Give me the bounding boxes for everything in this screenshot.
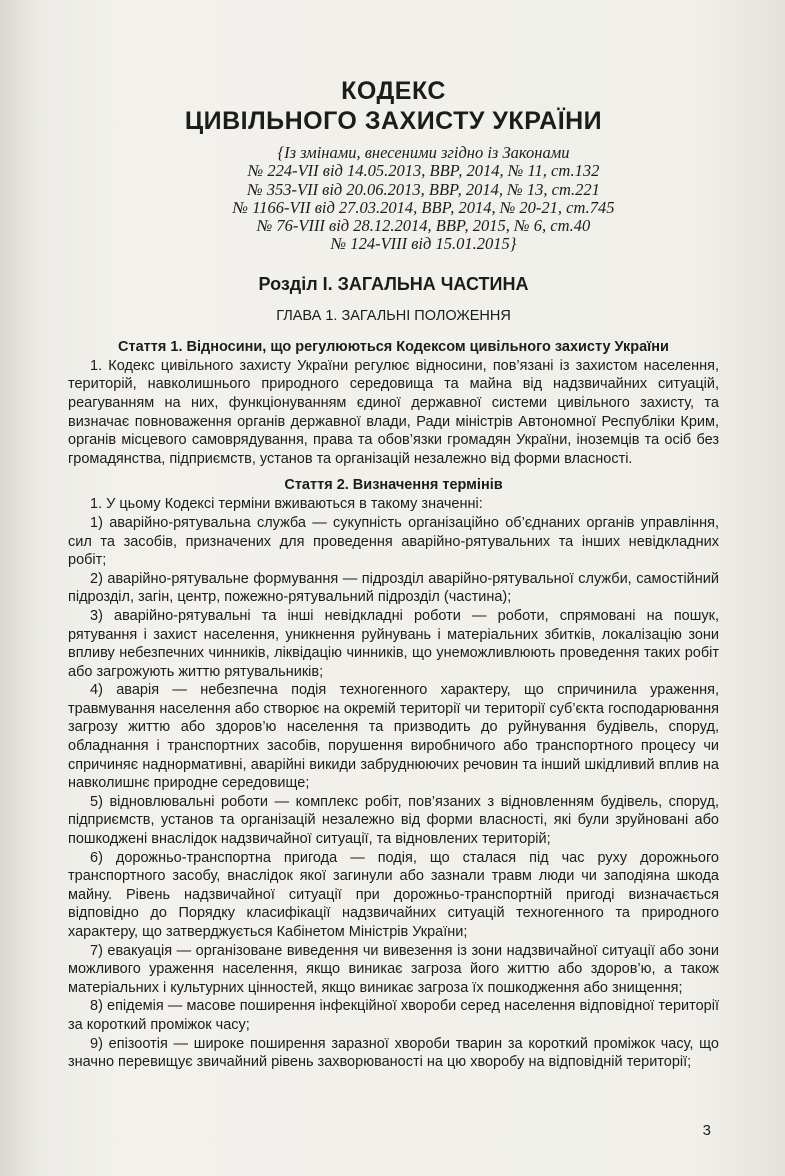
- article-2-paragraph: 1. У цьому Кодексі терміни вживаються в такому значенні:: [90, 496, 483, 513]
- term-definition: 6) дорожньо-транспортна пригода — подія, що сталася під час руху дорожнього транспортного засобу, внаслідок якої загинули або зазнали травм люди чи заподіяна шкода майну. Рівень надзвичайної ситуації при дорожньо-транспортній пригоді визначається відповідно до Порядку класифікації надзвичайних ситуацій техногенного та природного характеру, що затверджується Кабінетом Міністрів України;: [68, 849, 719, 940]
- amendment-line: {Із змінами, внесеними згідно із Законами: [277, 143, 570, 162]
- chapter-title: ГЛАВА 1. ЗАГАЛЬНІ ПОЛОЖЕННЯ: [276, 307, 511, 324]
- page-content: [68, 76, 719, 1072]
- amendment-line: № 1166-VII від 27.03.2014, ВВР, 2014, № 20-21, ст.745: [232, 197, 615, 217]
- amendment-line: № 224-VII від 14.05.2013, ВВР, 2014, № 11, ст.132: [247, 161, 600, 181]
- term-definition: 8) епідемія — масове поширення інфекційної хвороби серед населення відповідної території за короткий проміжок часу;: [68, 998, 719, 1033]
- term-definition: 1) аварійно-рятувальна служба — сукупність організаційно об’єднаних органів управління, сил та засобів, призначених для проведення аварійно-рятувальних та інших невідкладних робіт;: [68, 514, 719, 569]
- article-2-heading: Стаття 2. Визначення термінів: [284, 477, 503, 494]
- title-line-2: ЦИВІЛЬНОГО ЗАХИСТУ УКРАЇНИ: [184, 107, 603, 135]
- term-definition: 3) аварійно-рятувальні та інші невідкладні роботи — роботи, спрямовані на пошук, рятування і захист населення, уникнення руйнувань і матеріальних збитків, локалізацію зони впливу небезпечних чинників, ліквідацію чинників, що унеможливлюють проведення таких робіт або загрожують життю рятувальників;: [68, 607, 719, 680]
- article-1-heading: Стаття 1. Відносини, що регулюються Кодексом цивільного захисту України: [118, 338, 669, 355]
- amendment-line: № 76-VIII від 28.12.2014, ВВР, 2015, № 6, ст.40: [256, 216, 591, 236]
- page-number: 3: [702, 1122, 711, 1139]
- term-definition: 9) епізоотія — широке поширення заразної хвороби тварин за короткий проміжок часу, що значно перевищує звичайний рівень захворюваності на цю хворобу на відповідній території;: [68, 1035, 719, 1071]
- term-definition: 5) відновлювальні роботи — комплекс робіт, пов’язаних з відновленням будівель, споруд, підприємств, установ та організацій незалежно від форми власності, які були зруйновані або пошкоджені внаслідок надзвичайної ситуації, та відновлених територій;: [68, 793, 719, 848]
- term-definition: 4) аварія — небезпечна подія техногенного характеру, що спричинила ураження, травмування населення або створює на окремій території чи території суб’єкта господарювання загрозу життю або здоров’ю населення та призводить до руйнування будівель, споруд, обладнання і транспортних засобів, порушення виробничого або транспортного процесу чи спричиняє наднормативні, аварійні викиди забруднюючих речовин та інший шкідливий вплив на навколишнє природне середовище;: [68, 682, 719, 792]
- amendment-line: № 353-VII від 20.06.2013, ВВР, 2014, № 13, ст.221: [247, 179, 600, 199]
- title-line-1: КОДЕКС: [341, 77, 446, 105]
- term-definition: 2) аварійно-рятувальне формування — підрозділ аварійно-рятувальної служби, самостійний підрозділ, загін, центр, пожежно-рятувальний підрозділ (частина);: [68, 570, 719, 606]
- term-definition: 7) евакуація — організоване виведення чи вивезення із зони надзвичайної ситуації або зони можливого ураження населення, якщо виникає загроза його життю або здоров’ю, а також матеріальних і культурних цінностей, якщо виникає загроза їх пошкодження або знищення;: [68, 942, 719, 996]
- amendments-note: [68, 144, 719, 254]
- section-title: Розділ І. ЗАГАЛЬНА ЧАСТИНА: [258, 273, 529, 294]
- code-title: [68, 76, 719, 136]
- article-1-paragraph: 1. Кодекс цивільного захисту України регулює відносини, пов’язані із захистом населення, територій, навколишнього природного середовища та майна від надзвичайних ситуацій, реагуванням на них, функціонуванням єдиної державної системи цивільного захисту, та визначає повноваження органів державної влади, Ради міністрів Автономної Республіки Крим, органів місцевого самоврядування, права та обов’язки громадян України, іноземців та осіб без громадянства, підприємств, установ та організацій незалежно від форми власності.: [68, 357, 719, 467]
- amendment-line: № 124-VIII від 15.01.2015}: [330, 234, 517, 254]
